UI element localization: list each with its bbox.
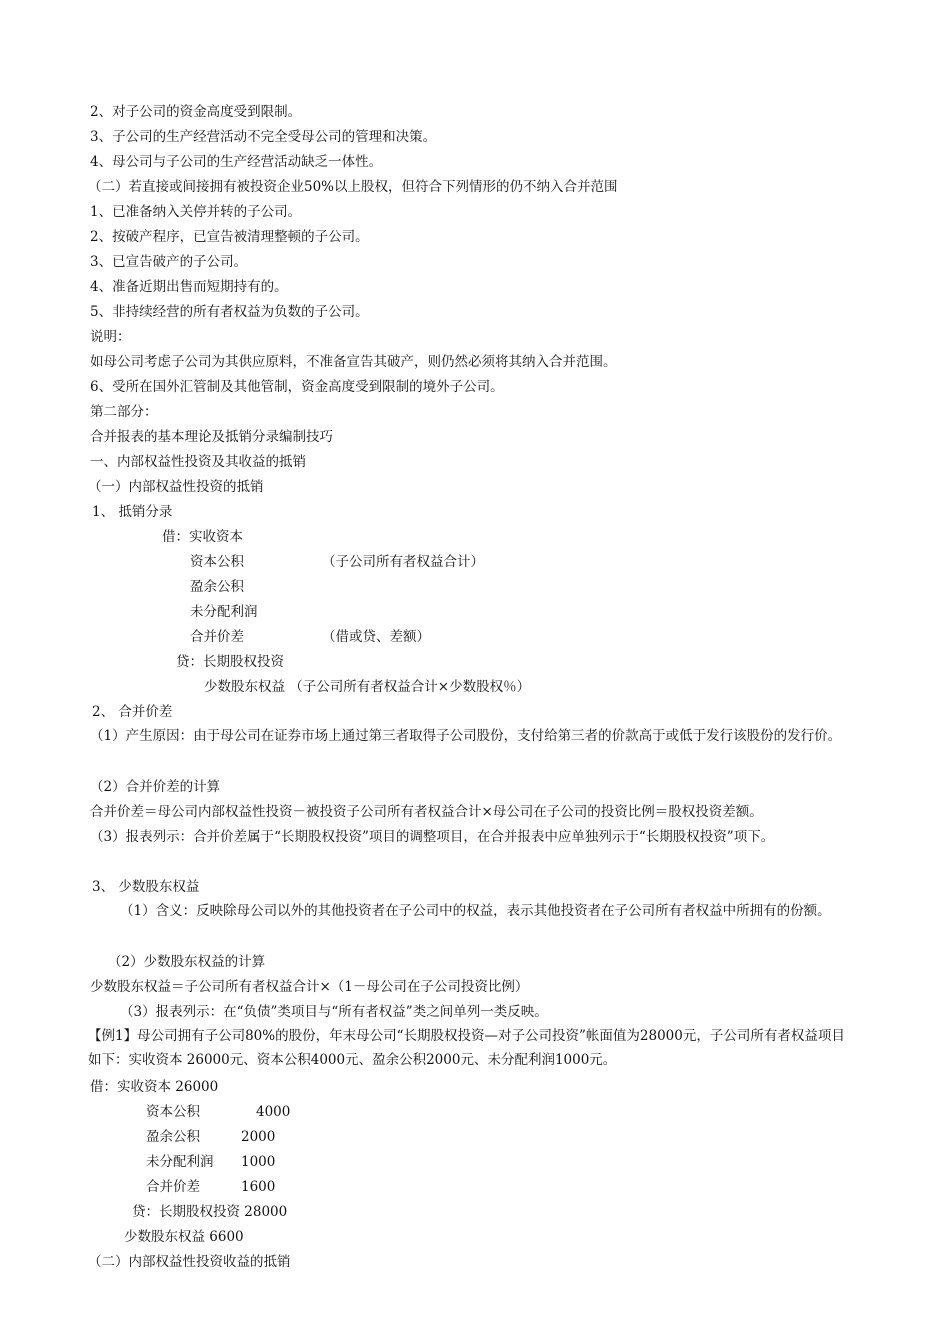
entry-account: 合并价差 bbox=[146, 1179, 200, 1195]
text-line: 第二部分： bbox=[90, 404, 158, 420]
text-line: 合并价差＝母公司内部权益性投资－被投资子公司所有者权益合计×母公司在子公司的投资比例＝股权投资差额。 bbox=[90, 804, 763, 820]
text-line: 少数股东权益＝子公司所有者权益合计×（1－母公司在子公司投资比例） bbox=[90, 979, 529, 995]
text-line: 1、已准备纳入关停并转的子公司。 bbox=[90, 204, 302, 220]
entry-account: 盈余公积 bbox=[146, 1129, 200, 1145]
entry-line: 少数股东权益 6600 bbox=[124, 1229, 244, 1245]
text-line: 说明： bbox=[90, 329, 131, 345]
text-line: 2、 合并价差 bbox=[92, 704, 173, 720]
text-line: 6、受所在国外汇管制及其他管制，资金高度受到限制的境外子公司。 bbox=[90, 379, 504, 395]
entry-account: 资本公积 bbox=[146, 1104, 200, 1120]
entry-amount: 4000 bbox=[256, 1104, 291, 1120]
text-line: 2、按破产程序，已宣告被清理整顿的子公司。 bbox=[90, 229, 369, 245]
entry-account: 未分配利润 bbox=[146, 1154, 214, 1170]
entry-note: （借或贷、差额） bbox=[322, 629, 430, 645]
entry-account: 合并价差 bbox=[190, 629, 244, 645]
text-line: 3、子公司的生产经营活动不完全受母公司的管理和决策。 bbox=[90, 129, 437, 145]
text-line: （2）少数股东权益的计算 bbox=[108, 954, 266, 970]
entry-line: 贷：长期股权投资 28000 bbox=[132, 1204, 288, 1220]
text-line: 如母公司考虑子公司为其供应原料，不准备宣告其破产，则仍然必须将其纳入合并范围。 bbox=[90, 354, 617, 370]
entry-amount: 1000 bbox=[241, 1154, 276, 1170]
text-line: 1、 抵销分录 bbox=[92, 504, 173, 520]
text-line: （二）内部权益性投资收益的抵销 bbox=[88, 1254, 291, 1270]
entry-amount: 1600 bbox=[241, 1179, 276, 1195]
paragraph: （1）产生原因：由于母公司在证券市场上通过第三者取得子公司股份，支付给第三者的价款高于或低于发行该股份的发行价。 bbox=[90, 728, 842, 744]
entry-amount: 2000 bbox=[241, 1129, 276, 1145]
entry-account: 资本公积 bbox=[190, 554, 244, 570]
text-line: 3、已宣告破产的子公司。 bbox=[90, 254, 248, 270]
text-line: （3）报表列示：合并价差属于“长期股权投资”项目的调整项目，在合并报表中应单独列示于“长期股权投资”项下。 bbox=[90, 829, 775, 845]
entry-line: 少数股东权益 （子公司所有者权益合计×少数股权％） bbox=[204, 679, 531, 695]
text-line: 5、非持续经营的所有者权益为负数的子公司。 bbox=[90, 304, 369, 320]
text-line: （一）内部权益性投资的抵销 bbox=[88, 479, 264, 495]
entry-account: 盈余公积 bbox=[190, 579, 244, 595]
text-line: 4、母公司与子公司的生产经营活动缺乏一体性。 bbox=[90, 154, 383, 170]
text-line: 3、 少数股东权益 bbox=[92, 879, 200, 895]
example-paragraph: 【例1】母公司拥有子公司80%的股份，年末母公司“长期股权投资—对子公司投资”帐面值为28000元，子公司所有者权益项目如下：实收资本 26000元、资本公积4000元、盈余公积2000元、未分配利润1000元。 bbox=[88, 1028, 845, 1068]
text-line: 2、对子公司的资金高度受到限制。 bbox=[90, 104, 302, 120]
text-line: （3）报表列示：在“负债”类项目与“所有者权益”类之间单列一类反映。 bbox=[120, 1004, 548, 1020]
text-line: 一、内部权益性投资及其收益的抵销 bbox=[90, 454, 306, 470]
text-line: 4、准备近期出售而短期持有的。 bbox=[90, 279, 288, 295]
text-line: （2）合并价差的计算 bbox=[90, 779, 221, 795]
entry-note: （子公司所有者权益合计） bbox=[322, 554, 484, 570]
entry-line: 借：实收资本 26000 bbox=[90, 1079, 219, 1095]
paragraph: （1）含义：反映除母公司以外的其他投资者在子公司中的权益，表示其他投资者在子公司所有者权益中所拥有的份额。 bbox=[120, 903, 831, 919]
entry-account: 未分配利润 bbox=[190, 604, 258, 620]
entry-line: 贷：长期股权投资 bbox=[176, 654, 284, 670]
entry-line: 借：实收资本 bbox=[162, 529, 243, 545]
section-title: 合并报表的基本理论及抵销分录编制技巧 bbox=[90, 429, 333, 445]
text-line: （二）若直接或间接拥有被投资企业50%以上股权，但符合下列情形的仍不纳入合并范围 bbox=[88, 179, 618, 195]
